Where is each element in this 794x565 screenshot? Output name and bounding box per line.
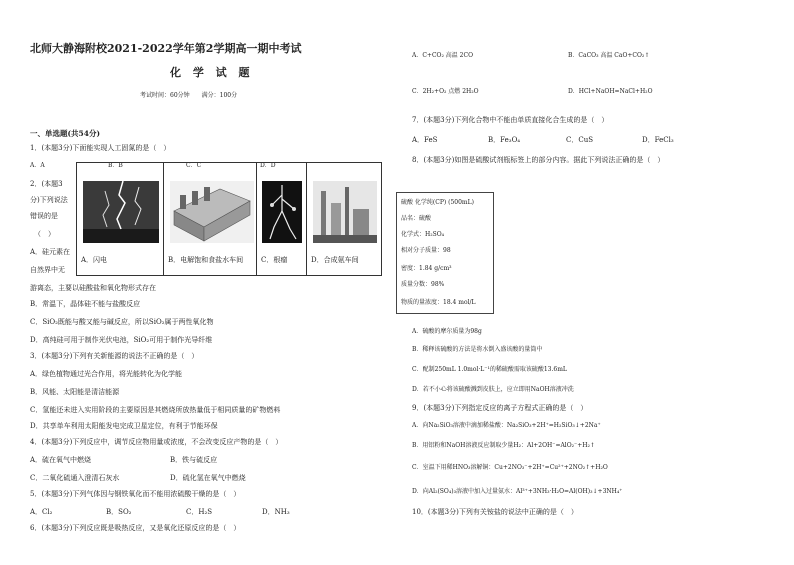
- q9-option-d: D．向Al₂(SO₄)₃溶液中加入过量氨水：Al³⁺+3NH₃·H₂O=Al(OH)₃↓+3NH₄⁺: [412, 488, 623, 495]
- q4-option-d: D．硫化氢在氧气中燃烧: [170, 474, 246, 482]
- exam-title: 北师大静海附校2021-2022学年第2学期高一期中考试: [30, 42, 302, 55]
- q3-option-c: C．氢能还未进入实用阶段的主要原因是其燃烧所放热量低于相同质量的矿物燃料: [30, 406, 281, 414]
- q4-option-b: B．铁与硫反应: [170, 456, 218, 464]
- ammonia-plant-image: [313, 181, 377, 243]
- q5-option-a: A．Cl₂: [30, 508, 53, 516]
- q6-option-a: A．C+CO₂ 高温 2CO: [412, 52, 474, 59]
- label-line-3: 化学式：H₂SO₄: [401, 231, 445, 238]
- q2-option-c: C．SiO₂既能与酸又能与碱反应，所以SiO₂属于两性氧化物: [30, 318, 214, 326]
- q7-option-c: C．CuS: [566, 136, 594, 144]
- q7-option-b: B．Fe₃O₄: [488, 136, 521, 144]
- label-line-2: 品名：硫酸: [401, 215, 432, 222]
- q4-option-a: A．硫在氧气中燃烧: [30, 456, 92, 464]
- q7-option-a: A．FeS: [412, 136, 438, 144]
- question-2-line2: 分)下列说法: [30, 196, 68, 204]
- lightning-image: [83, 181, 159, 243]
- caption-ammonia-plant: D．合成氨车间: [311, 256, 359, 264]
- q1-image-table: [76, 162, 382, 276]
- question-3: 3．(本题3分)下列有关新能源的说法不正确的是（ ）: [30, 352, 199, 360]
- q6-option-d: D．HCl+NaOH=NaCl+H₂O: [568, 88, 653, 95]
- label-line-6: 质量分数：98%: [401, 281, 445, 288]
- q1-option-d: D．D: [260, 162, 276, 169]
- root-nodule-image: [262, 181, 302, 243]
- caption-electrolysis: B．电解饱和食盐水车间: [168, 256, 244, 264]
- question-4: 4．(本题3分)下列反应中，调节反应物用量或浓度，不会改变反应产物的是（ ）: [30, 438, 283, 446]
- q2-option-a-line1: A．硅元素在: [30, 248, 71, 256]
- q4-option-c: C．二氧化硫通入澄清石灰水: [30, 474, 120, 482]
- exam-subject: 化 学 试 题: [170, 66, 254, 79]
- image-cell-b: [164, 163, 257, 275]
- label-line-7: 物质的量浓度：18.4 mol/L: [401, 299, 476, 306]
- section-heading: 一、单选题(共54分): [30, 129, 101, 138]
- caption-lightning: A．闪电: [81, 256, 108, 264]
- q1-option-c: C．C: [186, 162, 202, 169]
- q2-option-d: D．高纯硅可用于制作光伏电池，SiO₂可用于制作光导纤维: [30, 336, 213, 344]
- question-2-line1: 2．(本题3: [30, 180, 63, 188]
- q9-option-a: A．向Na₂SiO₃溶液中滴加稀盐酸：Na₂SiO₃+2H⁺=H₂SiO₃↓+2Na⁺: [412, 422, 601, 429]
- question-2-line3: 错误的是: [30, 212, 58, 220]
- reagent-label: [396, 192, 494, 314]
- q7-option-d: D．FeCl₃: [642, 136, 674, 144]
- image-cell-d: [307, 163, 381, 275]
- q3-option-a: A．绿色植物通过光合作用，将光能转化为化学能: [30, 370, 183, 378]
- q5-option-c: C．H₂S: [186, 508, 213, 516]
- q8-option-b: B．稀释该硫酸的方法是将水倒入盛该酸的量筒中: [412, 346, 543, 353]
- label-line-1: 硫酸 化学纯(CP) (500mL): [401, 199, 474, 206]
- q6-option-c: C．2H₂+O₂ 点燃 2H₂O: [412, 88, 479, 95]
- q2-option-a-line3: 游离态，主要以硅酸盐和氧化物形式存在: [30, 284, 156, 292]
- q1-option-a: A．A: [30, 162, 45, 169]
- q9-option-c: C．室温下用稀HNO₃溶解铜：Cu+2NO₃⁻+2H⁺=Cu²⁺+2NO₂↑+H₂O: [412, 464, 608, 471]
- question-1: 1．(本题3分)下面能实现人工固氮的是（ ）: [30, 144, 171, 152]
- label-line-5: 密度：1.84 g/cm³: [401, 265, 452, 272]
- question-2-line4: （ ）: [34, 230, 55, 238]
- q3-option-d: D．共享单车利用太阳能发电完成卫星定位，有利于节能环保: [30, 422, 218, 430]
- q5-option-b: B．SO₂: [106, 508, 132, 516]
- question-5: 5．(本题3分)下列气体因与钢铁氧化而不能用浓硫酸干燥的是（ ）: [30, 490, 241, 498]
- label-line-4: 相对分子质量：98: [401, 247, 451, 254]
- image-cell-a: [77, 163, 164, 275]
- question-10: 10．(本题3分)下列有关铵盐的说法中正确的是（ ）: [412, 508, 578, 516]
- q8-option-a: A．硫酸的摩尔质量为98g: [412, 328, 482, 335]
- q3-option-b: B．风能、太阳能是清洁能源: [30, 388, 120, 396]
- question-9: 9．(本题3分)下列指定反应的离子方程式正确的是（ ）: [412, 404, 588, 412]
- q5-option-d: D．NH₃: [262, 508, 290, 516]
- exam-info: 考试时间：60分钟 满分：100分: [140, 92, 238, 99]
- q9-option-b: B．用铝粉和NaOH溶液反应制取少量H₂：Al+2OH⁻=AlO₂⁻+H₂↑: [412, 442, 595, 449]
- electrolysis-workshop-image: [170, 181, 254, 243]
- q1-option-b: B．B: [108, 162, 123, 169]
- caption-root-nodule: C．根瘤: [261, 256, 288, 264]
- question-6: 6．(本题3分)下列反应既是吸热反应，又是氧化还原反应的是（ ）: [30, 524, 241, 532]
- question-7: 7．(本题3分)下列化合物中不能由单质直接化合生成的是（ ）: [412, 116, 609, 124]
- question-8: 8．(本题3分)如图是硫酸试剂瓶标签上的部分内容。据此下列说法正确的是（ ）: [412, 156, 665, 164]
- q8-option-d: D．若不小心将该硫酸溅到皮肤上，应立即用NaOH溶液冲洗: [412, 386, 574, 393]
- q2-option-b: B．常温下，晶体硅不能与盐酸反应: [30, 300, 141, 308]
- q6-option-b: B．CaCO₃ 高温 CaO+CO₂↑: [568, 52, 650, 59]
- q8-option-c: C．配制250mL 1.0mol·L⁻¹的稀硫酸需取该硫酸13.6mL: [412, 366, 567, 373]
- image-cell-c: [257, 163, 307, 275]
- q2-option-a-line2: 自然界中无: [30, 266, 65, 274]
